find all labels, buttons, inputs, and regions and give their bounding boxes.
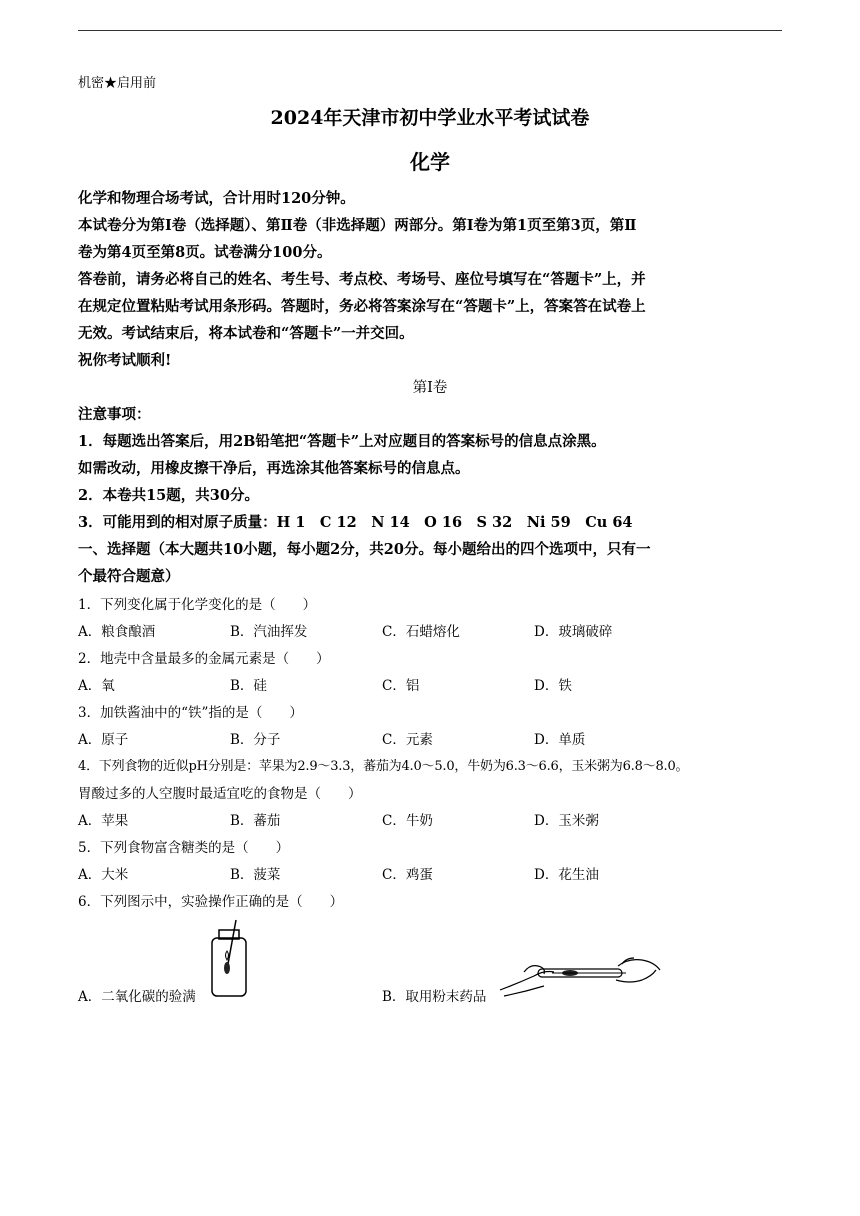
option-b: B．分子 [230,732,281,748]
page-title: 2024年天津市初中学业水平考试试卷 [270,107,590,129]
note-line: 1．每题选出答案后，用2B铅笔把“答题卡”上对应题目的答案标号的信息点涂黑。 [78,433,606,450]
note-line: 如需改动，用橡皮擦干净后，再选涂其他答案标号的信息点。 [78,460,470,477]
section-title: 第Ⅰ卷 [412,380,448,396]
subject-title: 化学 [410,150,450,174]
option-c: C．元素 [382,732,433,748]
option-d: D．玻璃破碎 [534,624,613,640]
confidential-label: 机密★启用前 [78,76,157,91]
question-stem-cont: 胃酸过多的人空腹时最适宜吃的食物是（ ） [78,786,362,802]
option-a: A．粮食酿酒 [78,624,156,640]
intro-line: 祝你考试顺利! [78,352,172,369]
question-stem: 1．下列变化属于化学变化的是（ ） [78,597,317,613]
option-d: D．铁 [534,678,572,694]
option-b: B．菠菜 [230,867,281,883]
part-heading: 个最符合题意） [78,568,180,585]
header-rule [78,30,782,31]
option-b: B．硅 [230,678,267,694]
option-a: A．大米 [78,867,129,883]
question-stem: 3．加铁酱油中的“铁”指的是（ ） [78,705,303,721]
option-b: B．取用粉末药品 [382,989,487,1005]
option-d: D．玉米粥 [534,813,599,829]
note-line: 3．可能用到的相对原子质量：H 1 C 12 N 14 O 16 S 32 Ni 59 Cu 64 [78,514,633,531]
intro-line: 答卷前，请务必将自己的姓名、考生号、考点校、考场号、座位号填写在“答题卡”上，并 [78,271,646,288]
part-heading: 一、选择题（本大题共10小题，每小题2分，共20分。每小题给出的四个选项中，只有一 [78,541,651,558]
co2-test-illustration [208,918,250,1000]
option-b: B．蕃茄 [230,813,281,829]
option-c: C．石蜡熔化 [382,624,460,640]
option-c: C．牛奶 [382,813,433,829]
option-b: B．汽油挥发 [230,624,308,640]
option-c: C．铝 [382,678,420,694]
intro-line: 化学和物理合场考试，合计用时120分钟。 [78,190,355,207]
option-a: A．二氧化碳的验满 [78,989,196,1005]
question-stem: 5．下列食物富含糖类的是（ ） [78,840,290,856]
option-d: D．单质 [534,732,586,748]
option-a: A．原子 [78,732,129,748]
option-c: C．鸡蛋 [382,867,433,883]
option-a: A．苹果 [78,813,129,829]
intro-line: 卷为第4页至第8页。试卷满分100分。 [78,244,332,261]
notes-heading: 注意事项： [78,406,151,423]
note-line: 2．本卷共15题，共30分。 [78,487,259,504]
question-stem: 2．地壳中含量最多的金属元素是（ ） [78,651,330,667]
option-d: D．花生油 [534,867,599,883]
powder-sampling-illustration [498,950,662,1002]
question-stem: 4．下列食物的近似pH分别是：苹果为2.9～3.3，蕃茄为4.0～5.0，牛奶为6.3～6.6，玉米粥为6.8～8.0。 [78,759,689,774]
intro-line: 在规定位置粘贴考试用条形码。答题时，务必将答案涂写在“答题卡”上，答案答在试卷上 [78,298,646,315]
option-a: A．氧 [78,678,115,694]
question-stem: 6．下列图示中，实验操作正确的是（ ） [78,894,344,910]
intro-line: 无效。考试结束后，将本试卷和“答题卡”一并交回。 [78,325,414,342]
intro-line: 本试卷分为第Ⅰ卷（选择题）、第Ⅱ卷（非选择题）两部分。第Ⅰ卷为第1页至第3页，第Ⅱ [78,217,637,234]
